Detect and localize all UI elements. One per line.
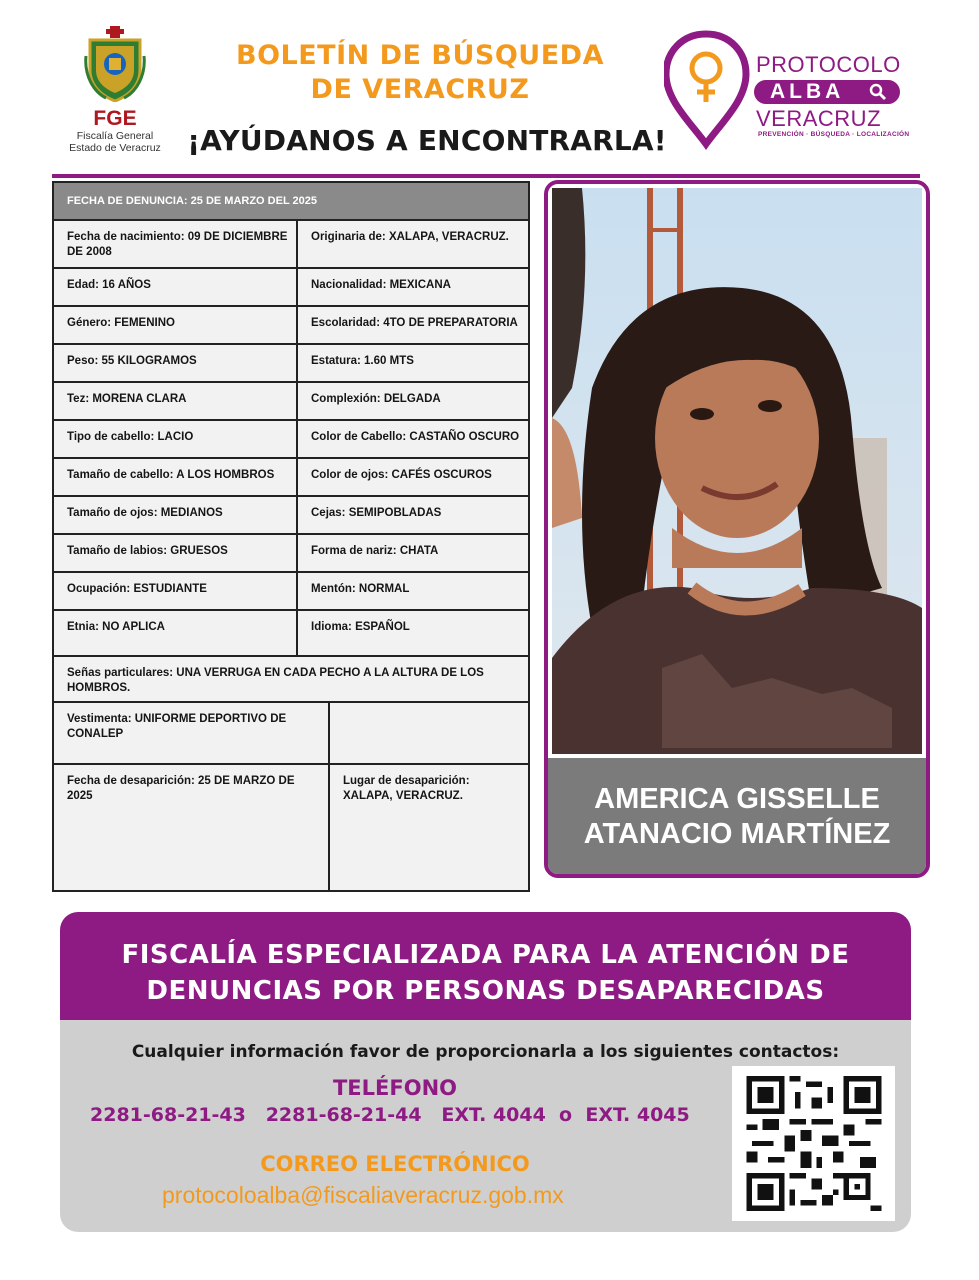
weight: Peso: 55 KILOGRAMOS: [54, 345, 298, 381]
eyebrows: Cejas: SEMIPOBLADAS: [311, 507, 442, 519]
contact-intro: Cualquier información favor de proporcionarla a los siguientes contactos:: [131, 1042, 840, 1062]
lip-size: Tamaño de labios: GRUESOS: [54, 535, 298, 571]
phone-label: TELÉFONO: [332, 1076, 458, 1100]
table-row: [54, 421, 528, 459]
nose-shape: Forma de nariz: CHATA: [311, 545, 439, 557]
chin: Mentón: NORMAL: [311, 583, 410, 595]
help-headline: ¡AYÚDANOS A ENCONTRARLA!: [187, 124, 667, 157]
report-date-row: [54, 183, 528, 221]
hair-length: Tamaño de cabello: A LOS HOMBROS: [54, 459, 298, 495]
build: Complexión: DELGADA: [311, 393, 441, 405]
nationality: Nacionalidad: MEXICANA: [311, 279, 451, 291]
gender: Género: FEMENINO: [54, 307, 298, 343]
report-date: FECHA DE DENUNCIA: 25 DE MARZO DEL 2025: [67, 195, 317, 207]
fge-subtitle-1: Fiscalía General: [76, 130, 154, 142]
origin: Originaria de: XALAPA, VERACRUZ.: [311, 231, 509, 243]
hair-type: Tipo de cabello: LACIO: [54, 421, 298, 457]
alba-logo-word-veracruz: VERACRUZ: [756, 106, 882, 131]
state-shield-icon: [84, 26, 146, 102]
person-name-line1: AMERICA GISSELLE: [594, 783, 880, 815]
agency-banner: [60, 912, 911, 1028]
email-label: CORREO ELECTRÓNICO: [260, 1152, 530, 1176]
table-row: [54, 497, 528, 535]
table-row: [54, 703, 528, 765]
fge-subtitle-2: Estado de Veracruz: [69, 142, 161, 154]
table-row: [54, 307, 528, 345]
table-row: [54, 383, 528, 421]
hair-color: Color de Cabello: CASTAÑO OSCURO: [311, 431, 520, 443]
phone-numbers[interactable]: 2281-68-21-43 2281-68-21-44 EXT. 4044 o EXT. 4045: [90, 1104, 690, 1126]
bulletin-title-line1: BOLETÍN DE BÚSQUEDA: [236, 40, 604, 71]
female-symbol-pin-icon: [666, 34, 746, 144]
table-row: [54, 573, 528, 611]
email-link[interactable]: protocoloalba@fiscaliaveracruz.gob.mx: [162, 1182, 564, 1208]
alba-logo-tagline: PREVENCIÓN · BÚSQUEDA · LOCALIZACIÓN: [758, 131, 910, 138]
table-row: [54, 611, 528, 657]
person-details-table: [52, 181, 530, 892]
fge-acronym: FGE: [93, 107, 137, 130]
distinguishing-marks: Señas particulares: UNA VERRUGA EN CADA PECHO A LA ALTURA DE LOS HOMBROS.: [67, 667, 484, 694]
eye-color: Color de ojos: CAFÉS OSCUROS: [311, 469, 492, 481]
table-row: [54, 345, 528, 383]
table-row: [54, 535, 528, 573]
alba-logo-word-protocolo: PROTOCOLO: [756, 52, 901, 77]
table-row: [54, 765, 528, 890]
age: Edad: 16 AÑOS: [54, 269, 298, 305]
agency-name-line2: DENUNCIAS POR PERSONAS DESAPARECIDAS: [146, 976, 825, 1006]
table-row: [54, 221, 528, 269]
header-divider: [52, 174, 920, 178]
language: Idioma: ESPAÑOL: [311, 621, 410, 633]
search-icon: [868, 82, 888, 102]
bulletin-title-line2: DE VERACRUZ: [310, 74, 530, 105]
fge-logo: [60, 26, 170, 156]
skin-tone: Tez: MORENA CLARA: [54, 383, 298, 419]
agency-name-line1: FISCALÍA ESPECIALIZADA PARA LA ATENCIÓN DE: [121, 940, 850, 970]
name-panel: [548, 758, 926, 874]
schooling: Escolaridad: 4TO DE PREPARATORIA: [311, 317, 518, 329]
occupation: Ocupación: ESTUDIANTE: [54, 573, 298, 609]
alba-logo-word-alba: ALBA: [770, 80, 845, 103]
disappearance-place: Lugar de desaparición: XALAPA, VERACRUZ.: [343, 775, 470, 802]
table-row: [54, 459, 528, 497]
eye-size: Tamaño de ojos: MEDIANOS: [54, 497, 298, 533]
person-name-line2: ATANACIO MARTÍNEZ: [583, 818, 891, 850]
disappearance-date: Fecha de desaparición: 25 DE MARZO DE 2025: [54, 765, 330, 890]
clothing-extra: [330, 703, 528, 763]
table-row: [54, 269, 528, 307]
ethnicity: Etnia: NO APLICA: [54, 611, 298, 655]
qr-code[interactable]: [745, 1076, 883, 1211]
clothing: Vestimenta: UNIFORME DEPORTIVO DE CONALEP: [54, 703, 330, 763]
birth-date: Fecha de nacimiento: 09 DE DICIEMBRE DE 2008: [54, 221, 298, 267]
missing-person-photo: [552, 188, 922, 754]
table-row: [54, 657, 528, 703]
height: Estatura: 1.60 MTS: [311, 355, 414, 367]
